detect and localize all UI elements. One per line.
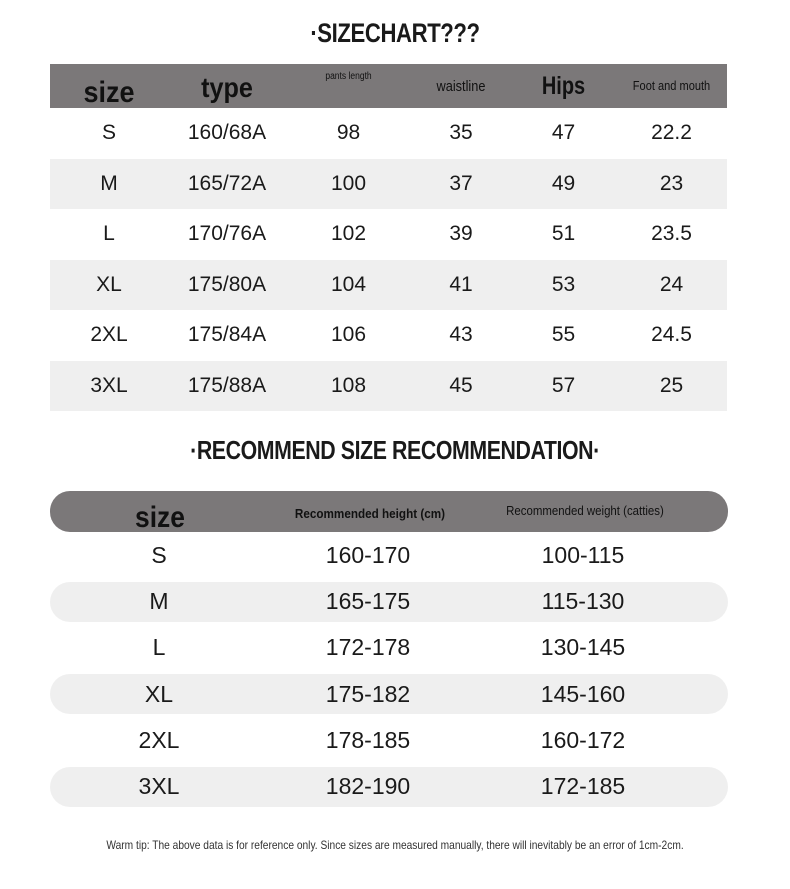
table-cell: L (152, 634, 166, 661)
size-chart-header-row (50, 64, 727, 108)
table-cell: 23.5 (651, 222, 692, 246)
table-cell: 106 (330, 323, 367, 347)
header-foot-and-mouth: Foot and mouth (632, 78, 711, 94)
header-waistline: waistline (436, 78, 486, 96)
table-cell: 100 (330, 171, 367, 195)
table-cell: 182-190 (325, 773, 411, 799)
table-cell: 25 (659, 373, 684, 397)
table-cell: 57 (551, 373, 576, 397)
table-row (50, 717, 728, 764)
header-pants-length: pants length (325, 70, 372, 82)
warm-tip: Warm tip: The above data is for reference only. Since sizes are measured manually, there will inevitably be an error of 1cm-2cm. (106, 838, 684, 852)
header-recommended-weight: Recommended weight (catties) (506, 503, 664, 519)
table-row (50, 625, 728, 672)
table-cell: 172-185 (540, 773, 626, 799)
table-row (50, 674, 728, 714)
table-cell: 24 (659, 272, 684, 296)
table-cell: 53 (551, 272, 576, 296)
table-row (50, 108, 727, 159)
recommend-title: ·RECOMMEND SIZE RECOMMENDATION· (190, 435, 600, 465)
table-cell: 55 (551, 323, 576, 347)
table-cell: S (151, 541, 167, 568)
table-cell: S (101, 121, 116, 145)
table-cell: M (149, 588, 169, 614)
table-row (50, 209, 727, 260)
header-recommended-height: Recommended height (cm) (294, 506, 446, 521)
table-cell: 130-145 (540, 634, 626, 661)
table-row (50, 159, 727, 210)
table-row (50, 532, 728, 579)
size-chart-table (50, 64, 727, 411)
table-cell: 43 (449, 323, 473, 347)
table-cell: 35 (449, 121, 473, 145)
table-cell: 175/84A (187, 323, 267, 347)
size-chart-title: ·SIZECHART??? (310, 18, 480, 48)
table-cell: 49 (551, 171, 576, 195)
table-cell: 165/72A (187, 171, 267, 195)
table-cell: 115-130 (541, 588, 625, 614)
table-cell: 104 (330, 272, 367, 296)
table-cell: 160-170 (325, 541, 411, 568)
table-cell: 22.2 (651, 121, 692, 145)
table-cell: 3XL (138, 773, 180, 799)
table-cell: 2XL (138, 726, 180, 753)
table-cell: 2XL (90, 323, 128, 347)
table-cell: XL (144, 680, 174, 707)
table-cell: 24.5 (651, 323, 692, 347)
table-row (50, 260, 727, 311)
recommend-table (50, 491, 728, 810)
table-cell: 51 (551, 222, 576, 246)
header-size: size (83, 76, 135, 110)
table-cell: XL (96, 272, 122, 296)
table-cell: 108 (330, 373, 367, 397)
table-cell: 98 (336, 121, 361, 145)
header-type: type (201, 72, 253, 104)
table-cell: L (103, 222, 115, 246)
recommend-header-row (50, 491, 728, 532)
header-hips: Hips (541, 71, 586, 100)
table-row (50, 310, 727, 361)
table-row (50, 767, 728, 807)
table-cell: 175/80A (187, 272, 267, 296)
table-cell: 145-160 (540, 680, 626, 707)
table-cell: 39 (449, 222, 473, 246)
table-cell: 41 (449, 272, 473, 296)
table-cell: 37 (449, 171, 473, 195)
table-row (50, 582, 728, 622)
table-cell: 165-175 (325, 588, 411, 614)
table-cell: 170/76A (187, 222, 267, 246)
table-cell: 45 (449, 373, 473, 397)
header-size: size (135, 500, 185, 534)
table-cell: 175-182 (325, 680, 411, 707)
table-cell: 102 (330, 222, 367, 246)
table-cell: M (100, 171, 118, 195)
table-cell: 160/68A (187, 121, 267, 145)
table-cell: 23 (659, 171, 684, 195)
table-cell: 160-172 (540, 726, 626, 753)
table-cell: 172-178 (325, 634, 411, 661)
table-row (50, 361, 727, 412)
table-cell: 3XL (90, 373, 128, 397)
table-cell: 100-115 (541, 541, 625, 568)
table-cell: 178-185 (325, 726, 411, 753)
table-cell: 175/88A (187, 373, 267, 397)
table-cell: 47 (551, 121, 576, 145)
